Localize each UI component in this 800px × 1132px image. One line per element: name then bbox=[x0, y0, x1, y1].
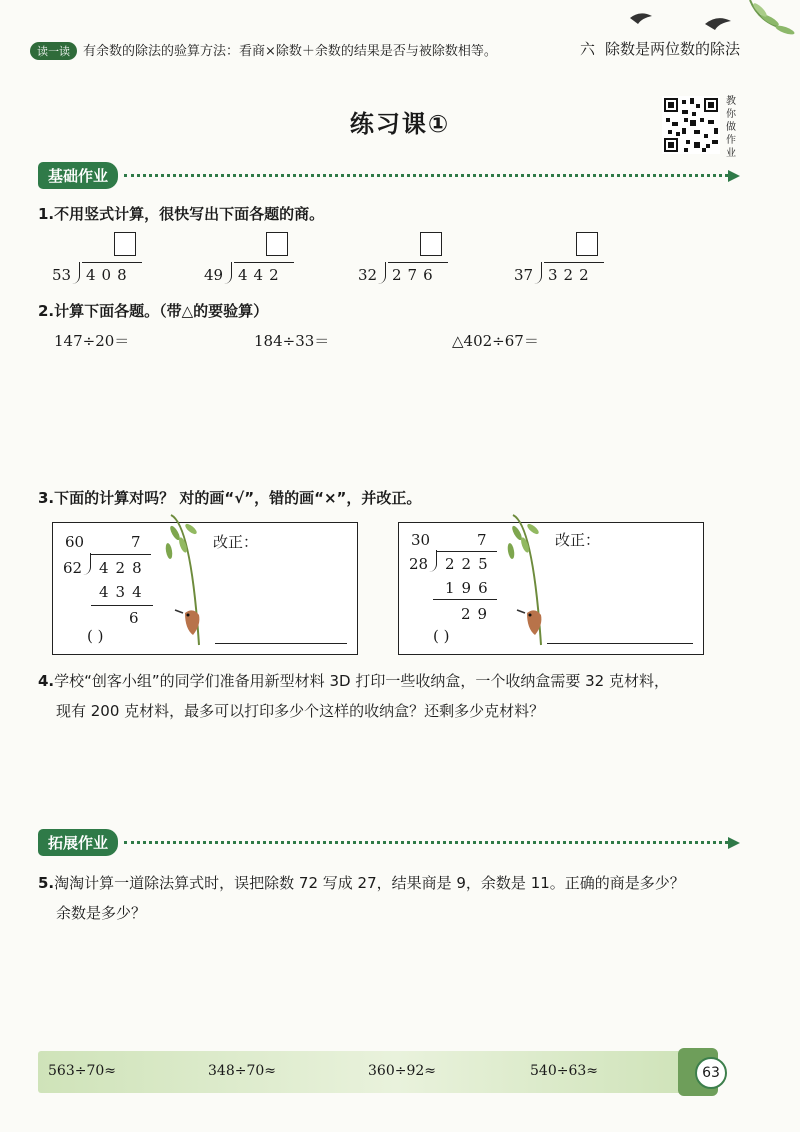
answer-box[interactable] bbox=[420, 232, 442, 256]
qr-code-icon[interactable] bbox=[662, 96, 720, 154]
question-1: 1.不用竖式计算，很快写出下面各题的商。 bbox=[38, 205, 325, 223]
q2-item-2: 184÷33＝ bbox=[254, 332, 330, 350]
q1-division-4: 37 322 bbox=[514, 232, 624, 288]
question-2: 2.计算下面各题。（带△的要验算） bbox=[38, 302, 269, 320]
page-number: 63 bbox=[695, 1057, 727, 1089]
question-2-text: 计算下面各题。（带△的要验算） bbox=[54, 302, 269, 320]
header-tip bbox=[30, 40, 497, 60]
q1-division-2: 49 442 bbox=[204, 232, 314, 288]
estimate-3: 360÷92≈ bbox=[368, 1063, 436, 1079]
estimate-4: 540÷63≈ bbox=[530, 1063, 598, 1079]
q2-item-1: 147÷20＝ bbox=[54, 332, 130, 350]
answer-box[interactable] bbox=[576, 232, 598, 256]
question-3: 3.下面的计算对吗？ 对的画“√”，错的画“×”，并改正。 bbox=[38, 489, 422, 507]
q3-right-panel: 30 7 28 225 196 29 ( ) 改正： bbox=[398, 522, 704, 655]
question-5: 5.淘淘计算一道除法算式时，误把除数 72 写成 27，结果商是 9，余数是 11。正确的商是多少？ 余数是多少？ bbox=[38, 868, 768, 928]
correction-label: 改正： bbox=[213, 533, 259, 551]
estimate-2: 348÷70≈ bbox=[208, 1063, 276, 1079]
answer-box[interactable] bbox=[114, 232, 136, 256]
question-1-text: 不用竖式计算，很快写出下面各题的商。 bbox=[54, 205, 325, 223]
q1-division-3: 32 276 bbox=[358, 232, 468, 288]
correction-label: 改正： bbox=[555, 531, 601, 549]
willow-bird-icon bbox=[503, 511, 553, 651]
answer-paren[interactable]: ( ) bbox=[433, 627, 450, 645]
question-4-line-2: 现有 200 克材料，最多可以打印多少个这样的收纳盒？还剩多少克材料？ bbox=[56, 702, 545, 720]
answer-paren[interactable]: ( ) bbox=[87, 627, 104, 645]
willow-bird-icon bbox=[161, 511, 211, 651]
q2-item-3: △402÷67＝ bbox=[452, 332, 539, 350]
correction-line[interactable] bbox=[547, 643, 693, 644]
chapter-title: 除数是两位数的除法 bbox=[604, 40, 740, 58]
arrow-icon bbox=[728, 170, 740, 182]
answer-box[interactable] bbox=[266, 232, 288, 256]
qr-caption: 教你做作业 bbox=[726, 96, 736, 159]
section-extended-label: 拓展作业 bbox=[38, 829, 118, 856]
q1-division-1: 53 408 bbox=[52, 232, 162, 288]
q3-left-panel: 60 7 62 428 434 6 ( ) 改正： bbox=[52, 522, 358, 655]
page-title: 练习课① bbox=[349, 110, 451, 138]
tip-text: 有余数的除法的验算方法：看商×除数＋余数的结果是否与被除数相等。 bbox=[83, 44, 497, 59]
tip-badge: 读一读 bbox=[30, 42, 77, 60]
question-4-line-1: 学校“创客小组”的同学们准备用新型材料 3D 打印一些收纳盒，一个收纳盒需要 32 克材料， bbox=[54, 672, 669, 690]
chapter-number: 六 bbox=[579, 40, 595, 58]
estimate-1: 563÷70≈ bbox=[48, 1063, 116, 1079]
arrow-icon bbox=[728, 837, 740, 849]
chapter-heading bbox=[580, 38, 740, 59]
correction-line[interactable] bbox=[215, 643, 347, 644]
section-basic-banner bbox=[38, 162, 740, 189]
section-basic-label: 基础作业 bbox=[38, 162, 118, 189]
question-4: 4.学校“创客小组”的同学们准备用新型材料 3D 打印一些收纳盒，一个收纳盒需要 32 克材料， 现有 200 克材料，最多可以打印多少个这样的收纳盒？还剩多少克材料？ bbox=[38, 666, 768, 726]
section-extended-banner bbox=[38, 829, 740, 856]
question-5-line-2: 余数是多少？ bbox=[56, 904, 147, 922]
question-3-text: 下面的计算对吗？ 对的画“√”，错的画“×”，并改正。 bbox=[54, 489, 422, 507]
question-5-line-1: 淘淘计算一道除法算式时，误把除数 72 写成 27，结果商是 9，余数是 11。正确的商是多少？ bbox=[54, 874, 685, 892]
